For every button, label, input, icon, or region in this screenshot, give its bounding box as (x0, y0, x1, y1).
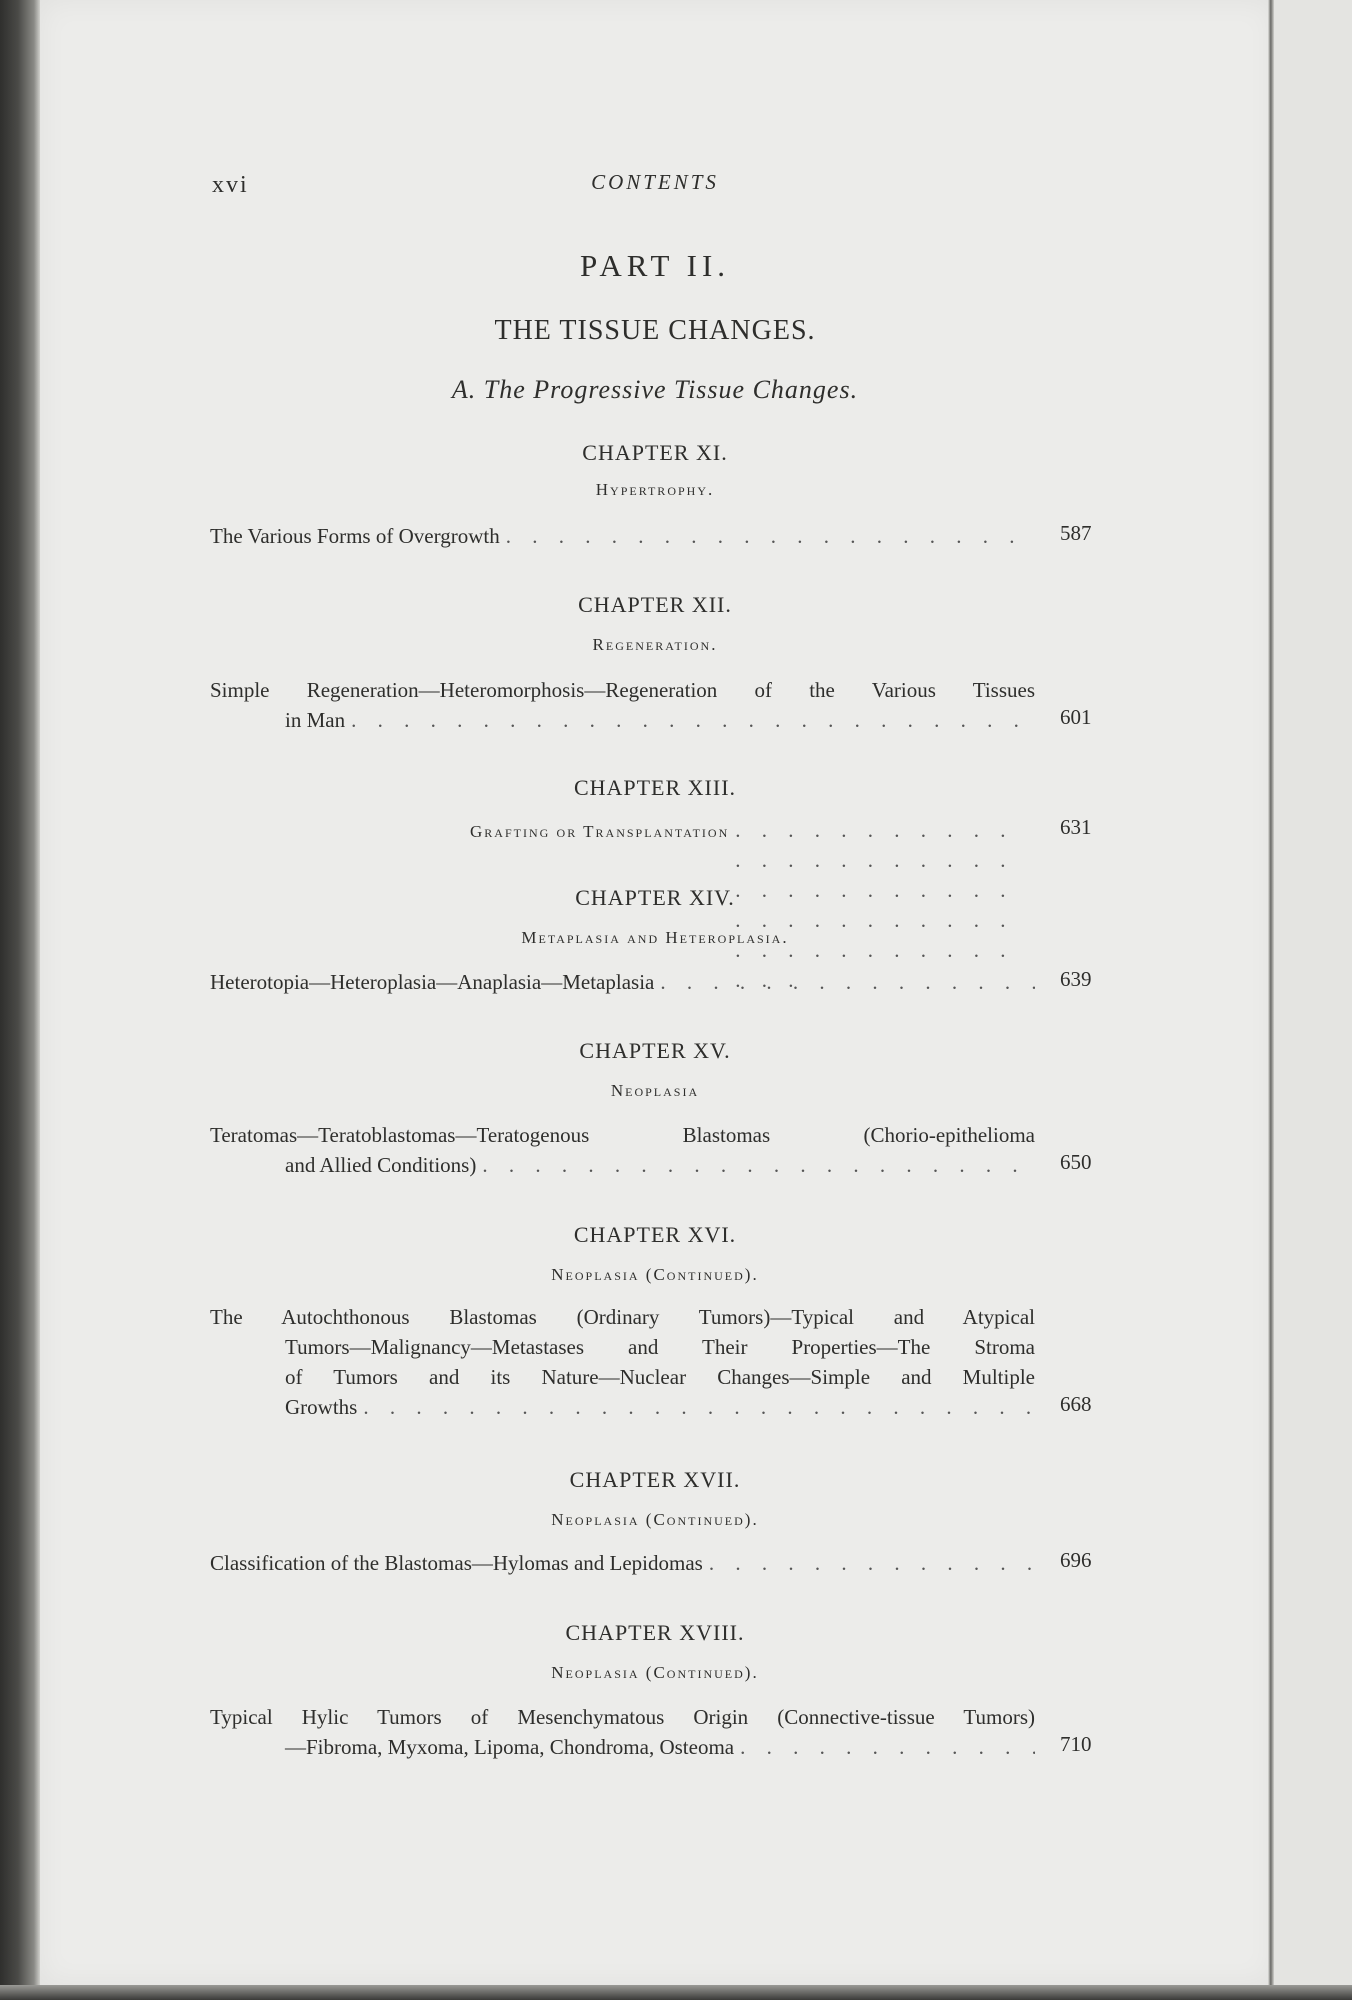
leader-dots (734, 1732, 1035, 1762)
chapter-subtitle: Grafting or Transplantation (470, 822, 730, 841)
leader-dots (476, 1150, 1035, 1180)
page-ref: 639 (1060, 967, 1092, 991)
page-ref: 587 (1060, 521, 1092, 545)
leader-dots (654, 967, 1035, 997)
chapter-subtitle: Hypertrophy. (595, 480, 715, 499)
entry-text: Simple Regeneration—Heteromorphosis—Regeneration of the Various Tissues (210, 678, 1035, 702)
chapter-heading: CHAPTER XV. (579, 1038, 731, 1063)
chapter-subtitle: Neoplasia (Continued). (551, 1265, 759, 1284)
entry-text: Growths (285, 1395, 358, 1419)
entry-text: The Various Forms of Overgrowth (210, 524, 500, 548)
running-head: CONTENTS (591, 170, 719, 194)
chapter-heading: CHAPTER XI. (582, 440, 728, 465)
toc-entry (210, 1548, 1035, 1578)
chapter-heading: CHAPTER XIII. (573, 775, 737, 800)
chapter-subtitle: Regeneration. (592, 635, 718, 654)
part-title: PART II. (579, 248, 731, 283)
entry-text: The Autochthonous Blastomas (Ordinary Tumors)—Typical and Atypical (210, 1305, 1035, 1329)
leader-dots (500, 521, 1035, 551)
entry-text: and Allied Conditions) (285, 1153, 477, 1177)
entry-text: of Tumors and its Nature—Nuclear Changes—Simple and Multiple (285, 1365, 1035, 1389)
subsection-title: A. The Progressive Tissue Changes. (451, 375, 859, 404)
entry-text: Tumors—Malignancy—Metastases and Their Properties—The Stroma (285, 1335, 1035, 1359)
page-ref: 710 (1060, 1732, 1092, 1756)
entry-text: Typical Hylic Tumors of Mesenchymatous Origin (Connective-tissue Tumors) (210, 1705, 1035, 1729)
toc-entry (210, 967, 1035, 997)
chapter-subtitle: Neoplasia (Continued). (551, 1510, 759, 1529)
entry-text: —Fibroma, Myxoma, Lipoma, Chondroma, Osteoma (285, 1735, 735, 1759)
page-ref: 650 (1060, 1150, 1092, 1174)
section-title: THE TISSUE CHANGES. (494, 315, 816, 346)
chapter-heading: CHAPTER XVI. (573, 1222, 737, 1247)
chapter-heading: CHAPTER XII. (578, 592, 732, 617)
leader-dots (345, 705, 1035, 735)
page-bottom-edge (0, 1985, 1352, 2000)
book-binding-shadow (0, 0, 40, 2000)
leader-dots (703, 1548, 1035, 1578)
entry-text: Teratomas—Teratoblastomas—Teratogenous Blastomas (Chorio-epithelioma (210, 1123, 1035, 1147)
entry-text: Heterotopia—Heteroplasia—Anaplasia—Metaplasia (210, 970, 655, 994)
chapter-heading: CHAPTER XVIII. (565, 1620, 745, 1645)
page-ref: 601 (1060, 705, 1092, 729)
toc-entry (210, 1120, 1035, 1180)
entry-text: Classification of the Blastomas—Hylomas and Lepidomas (210, 1551, 703, 1575)
adjacent-page-edge (1274, 0, 1352, 2000)
page-ref: 631 (1060, 815, 1092, 839)
leader-dots (357, 1392, 1035, 1422)
chapter-subtitle: Neoplasia (610, 1081, 700, 1100)
page-ref: 668 (1060, 1392, 1092, 1416)
page-number: xvi (212, 172, 249, 198)
page-ref: 696 (1060, 1548, 1092, 1572)
toc-entry (210, 1302, 1035, 1422)
toc-entry (210, 675, 1035, 735)
chapter-subtitle: Metaplasia and Heteroplasia. (521, 928, 789, 947)
chapter-subtitle: Neoplasia (Continued). (551, 1663, 759, 1682)
toc-entry (210, 1702, 1035, 1762)
toc-entry (210, 521, 1035, 551)
chapter-heading: CHAPTER XVII. (569, 1467, 741, 1492)
entry-text: in Man (285, 708, 346, 732)
chapter-heading: CHAPTER XIV. (575, 885, 735, 910)
